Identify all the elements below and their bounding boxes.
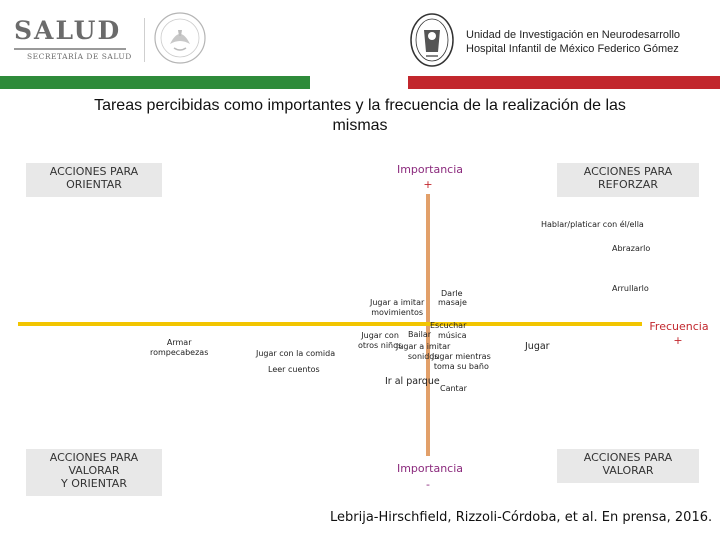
red-header-bar [408, 76, 720, 89]
task-jugar-imitar-line-2: movimientos [371, 308, 424, 317]
task-jugar-sonidos-line-1: Jugar a imitar [396, 342, 451, 351]
importance-bottom-sign: - [426, 478, 430, 491]
task-jugar-sonidos-line-2: sonidos [407, 352, 439, 361]
task-leer-cuentos: Leer cuentos [268, 365, 320, 374]
importance-bottom-label: Importancia [396, 462, 464, 475]
quadrant-tl-line-1: ACCIONES PARA [49, 165, 139, 178]
task-jugar-bano [432, 352, 491, 372]
unit-line-2: Hospital Infantil de México Federico Gómez [466, 43, 679, 55]
frequency-sign: + [673, 334, 683, 347]
quadrant-br-line-2: VALORAR [602, 464, 654, 477]
quadrant-tl-line-2: ORIENTAR [66, 178, 122, 191]
quadrant-tr-line-2: REFORZAR [598, 178, 658, 191]
salud-logo-subtext: SECRETARÍA DE SALUD [27, 52, 132, 61]
task-ir-parque: Ir al parque [385, 376, 440, 387]
task-abrazarlo: Abrazarlo [612, 244, 651, 253]
task-armar-line-2: rompecabezas [150, 348, 209, 357]
title-line-1: Tareas percibidas como importantes y la frecuencia de la realización de las [94, 97, 626, 114]
white-header-gap [310, 76, 408, 89]
task-cantar: Cantar [440, 384, 467, 393]
task-armar-line-1: Armar [166, 338, 192, 347]
importance-top-label: Importancia [396, 163, 464, 176]
hospital-emblem-icon [404, 12, 460, 68]
task-jugar-imitar-movimientos [370, 298, 424, 318]
quadrant-bl-line-3: Y ORIENTAR [61, 477, 127, 490]
salud-logo-text: SALUD [14, 16, 122, 45]
logo-rule [14, 48, 126, 50]
unit-text [466, 28, 680, 56]
task-bailar: Bailar [408, 330, 432, 339]
quadrant-top-left [26, 163, 162, 197]
logo-divider [144, 18, 145, 62]
task-musica: música [438, 331, 467, 340]
task-arrullarlo: Arrullarlo [612, 284, 649, 293]
task-armar-rompecabezas [150, 338, 208, 358]
importance-top-sign: + [423, 178, 433, 191]
unit-line-1: Unidad de Investigación en Neurodesarrollo [466, 29, 681, 41]
task-jugar-bano-line-2: toma su baño [433, 362, 489, 371]
green-header-bar [0, 76, 310, 89]
quadrant-bottom-left [26, 449, 162, 496]
task-jugar: Jugar [525, 341, 550, 352]
task-masaje: masaje [438, 298, 467, 307]
task-jugar-con-line-1: Jugar con [361, 331, 399, 340]
task-jugar-imitar-line-1: Jugar a imitar [370, 298, 425, 307]
task-jugar-comida: Jugar con la comida [256, 349, 336, 358]
task-escuchar: Escuchar [430, 321, 467, 330]
slide-title [40, 96, 680, 136]
quadrant-bl-line-1: ACCIONES PARA [49, 451, 139, 464]
task-jugar-con-line-2: otros niños [358, 341, 403, 350]
citation: Lebrija-Hirschfield, Rizzoli-Córdoba, et al. En prensa, 2016. [330, 510, 713, 525]
quadrant-bottom-right [557, 449, 699, 483]
frequency-axis [18, 322, 642, 326]
quadrant-bl-line-2: VALORAR [68, 464, 120, 477]
quadrant-br-line-1: ACCIONES PARA [583, 451, 673, 464]
task-darle: Darle [441, 289, 463, 298]
task-jugar-bano-line-1: Jugar mientras [432, 352, 491, 361]
mexico-seal-icon [148, 10, 212, 66]
quadrant-tr-line-1: ACCIONES PARA [583, 165, 673, 178]
task-hablar: Hablar/platicar con él/ella [541, 220, 644, 229]
title-line-2: mismas [332, 117, 388, 134]
quadrant-top-right [557, 163, 699, 197]
frequency-label: Frecuencia [649, 320, 709, 333]
